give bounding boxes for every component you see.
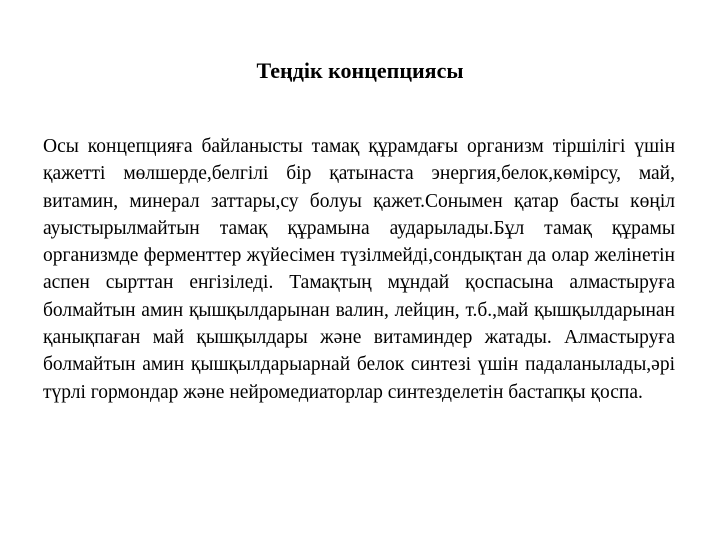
- slide-title: Теңдік концепциясы: [256, 58, 464, 83]
- slide-body-text: Осы концепцияға байланысты тамақ құрамдағы организм тіршілігі үшін қажетті мөлшерде,белгілі бір қатынаста энергия,белок,көмірсу, май, витамин, минерал заттары,су болуы қажет.Сонымен қатар басты көңіл ауыстырылмайтын тамақ құрамына аударылады.Бұл тамақ құрамы организмде ферменттер жүйесімен түзілмейді,сондықтан да олар желінетін аспен сырттан енгізіледі. Тамақтың мұндай қоспасына алмастыруға болмайтын амин қышқылдарынан валин, лейцин, т.б.,май қышқылдарынан қанықпаған май қышқылдары және витаминдер жатады. Алмастыруға болмайтын амин қышқылдарыарнай белок синтезі үшін падаланылады,әрі түрлі гормондар және нейромедиаторлар синтезделетін бастапқы қоспа.: [43, 136, 675, 403]
